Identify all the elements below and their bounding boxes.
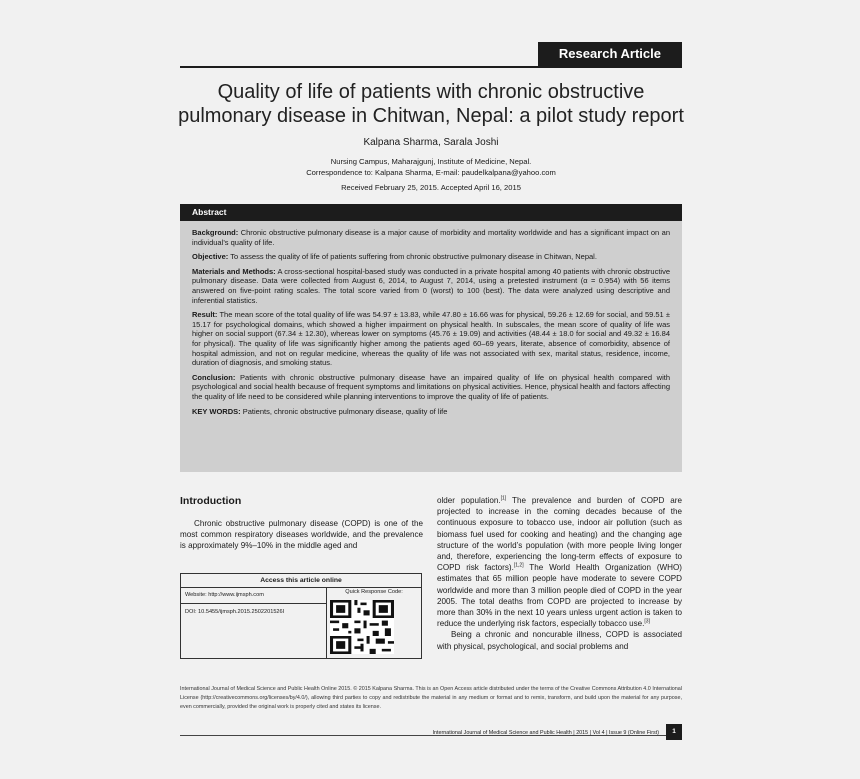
intro-column-left xyxy=(180,518,423,552)
abstract-conclusion: Conclusion: Patients with chronic obstructive pulmonary disease have an impaired quality of life on physical health compared with psychological and social health because of frequent symptoms and limitations on physical activities. Hence, physical health and factors affecting the quality of life need to be considered while planning interventions to improve the quality of life of patients. xyxy=(192,372,670,401)
qr-code-label: Quick Response Code: xyxy=(345,589,403,595)
citation-ref-2[interactable]: [1,2] xyxy=(513,562,524,569)
correspondence: Correspondence to: Kalpana Sharma, E-mail: paudelkalpana@yahoo.com xyxy=(306,167,556,177)
introduction-heading: Introduction xyxy=(180,495,242,507)
affiliation-block xyxy=(180,157,682,178)
article-title: Quality of life of patients with chronic obstructive pulmonary disease in Chitwan, Nepal: a pilot study report xyxy=(178,81,684,127)
abstract-background: Background: Chronic obstructive pulmonary disease is a major cause of morbidity and mortality worldwide and has a significant impact on an individual’s quality of life. xyxy=(192,228,670,247)
journal-footer: International Journal of Medical Science and Public Health | 2015 | Vol 4 | Issue 9 (Online First) xyxy=(432,730,659,736)
citation-ref-1[interactable]: [1] xyxy=(500,495,507,502)
access-box-links xyxy=(181,587,327,658)
abstract-result: Result: The mean score of the total quality of life was 54.97 ± 13.83, while 47.80 ± 16.66 was for physical, 59.26 ± 12.69 for social, and 59.51 ± 15.17 for psychological domains, which showed a higher impairment on physical health. In subscales, the mean score of quality of life was higher on social support (67.34 ± 12.30), whereas lower on symptoms (45.76 ± 19.09) and activities (48.44 ± 18.0 for social and 49.32 ± 16.84 for physical). The quality of life was significantly higher among the patients aged 60–69 years, literate, absence of comorbidity, absence of hospital admission, and not on regular medicine, whereas the quality of life was not associated with sex, marital status, residence, income, duration of diagnosis, and smoking status. xyxy=(192,310,670,368)
abstract-methods: Materials and Methods: A cross-sectional hospital-based study was conducted in a private hospital among 40 patients with chronic obstructive pulmonary disease. Data were collected from August 6, 2014, to August 7, 2014, using a pretested instrument (α = 0.954) with 56 items answered on five-point rating scales. The total score varied from 0 (worst) to 100 (best). The data were analyzed using descriptive and inferential statistics. xyxy=(192,266,670,305)
article-type-tag: Research Article xyxy=(538,42,682,66)
intro-paragraph-1: Chronic obstructive pulmonary disease (COPD) is one of the most common respiratory diseases worldwide, and the prevalence is approximately 9%–10% in the middle aged and xyxy=(180,519,423,551)
affiliation: Nursing Campus, Maharajgunj, Institute of Medicine, Nepal. xyxy=(330,157,532,166)
license-footnote: International Journal of Medical Science and Public Health Online 2015. © 2015 Kalpana Sharma. This is an Open Access article distributed under the terms of the Creative Commons Attribution 4.0 International License (http://creativecommons.org/licenses/by/4.0/), allowing third parties to copy and redistribute the material in any medium or format and to remix, transform, and build upon the material for any purpose, even commercially, provided the original work is properly cited and states its license. xyxy=(180,686,682,710)
intro-paragraph-2: older population.[1] The prevalence and burden of COPD are projected to increase in the coming decades because of the continuous exposure to tobacco use, indoor air pollution (such as biomass fuel used for cooking and heating) and the changing age structure of the world’s population (with more people living longer and, therefore, experiencing the long-term effects of exposure to COPD risk factors).[1,2] The World Health Organization (WHO) estimates that 65 million people have moderate to severe COPD worldwide and more than 3 million people died of COPD in the year 2005. The total deaths from COPD are projected to increase by more than 30% in the next 10 years unless urgent action is taken to reduce the underlying risk factors, especially tobacco use.[3] xyxy=(437,495,683,629)
page-number: 1 xyxy=(666,724,682,740)
citation-ref-3[interactable]: [3] xyxy=(644,618,650,625)
website-link[interactable]: Website: http://www.ijmsph.com xyxy=(181,587,326,604)
abstract-box xyxy=(180,221,682,472)
qr-code-icon xyxy=(330,600,394,654)
access-box-heading: Access this article online xyxy=(181,574,421,588)
authors: Kalpana Sharma, Sarala Joshi xyxy=(363,137,499,148)
intro-paragraph-3: Being a chronic and noncurable illness, COPD is associated with physical, psychological, and social problems and xyxy=(437,630,682,651)
doi-link[interactable]: DOI: 10.5455/ijmsph.2015.2502201526I xyxy=(185,609,285,615)
intro-column-right xyxy=(437,495,682,652)
abstract-keywords: KEY WORDS: Patients, chronic obstructive pulmonary disease, quality of life xyxy=(192,406,448,416)
received-date: Received February 25, 2015. Accepted April 16, 2015 xyxy=(341,183,521,192)
abstract-objective: Objective: To assess the quality of life of patients suffering from chronic obstructive pulmonary disease in Chitwan, Nepal. xyxy=(192,252,597,262)
header-rule xyxy=(180,66,682,68)
abstract-heading: Abstract xyxy=(180,204,682,221)
